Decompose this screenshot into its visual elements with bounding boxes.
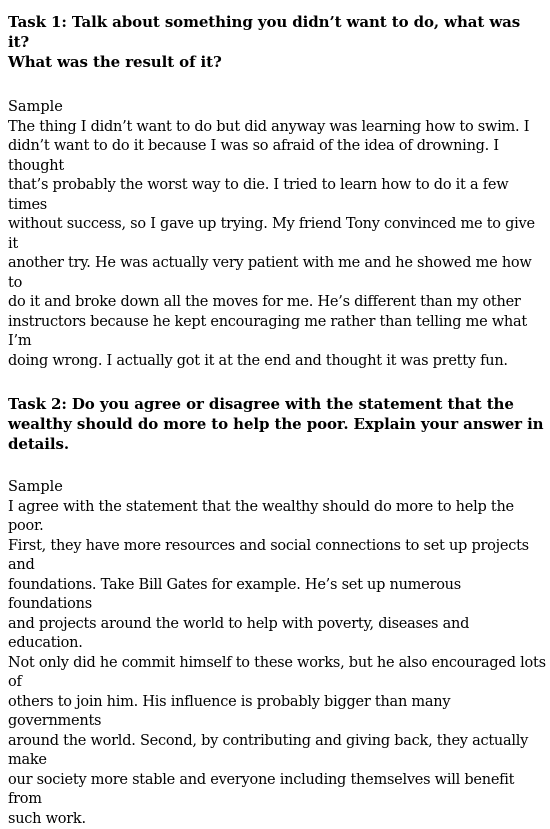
task-1-sample-text: The thing I didn’t want to do but did anyway was learning how to swim. I didn’t want to do it because I was so afraid of the idea of drowning. I thought that’s probably the worst way to die. I tried to learn how to do it a few times without success, so I gave up trying. My friend Tony convinced me to give it another try. He was actually very patient with me and he showed me how to do it and broke down all the moves for me. He’s different than my other instructors because he kept encouraging me rather than telling me what I’m doing wrong. I actually got it at the end and thought it was pretty fun. xyxy=(8,118,546,372)
task-2-section xyxy=(8,394,546,829)
task-2-sample-text: I agree with the statement that the wealthy should do more to help the poor. First, they have more resources and social connections to set up projects and foundations. Take Bill Gates for example. He’s set up numerous foundations and projects around the world to help with poverty, diseases and education. Not only did he commit himself to these works, but he also encouraged lots of others to join him. His influence is probably bigger than many governments around the world. Second, by contributing and giving back, they actually make our society more stable and everyone including themselves will benefit from such work. xyxy=(8,498,546,829)
task-1-heading: Task 1: Talk about something you didn’t want to do, what was it? What was the result of it? xyxy=(8,12,546,72)
document xyxy=(8,12,546,829)
task-2-heading: Task 2: Do you agree or disagree with the statement that the wealthy should do more to help the poor. Explain your answer in details. xyxy=(8,394,546,454)
task-1-sample-label: Sample xyxy=(8,98,546,118)
task-1-section xyxy=(8,12,546,371)
task-2-sample-label: Sample xyxy=(8,478,546,498)
